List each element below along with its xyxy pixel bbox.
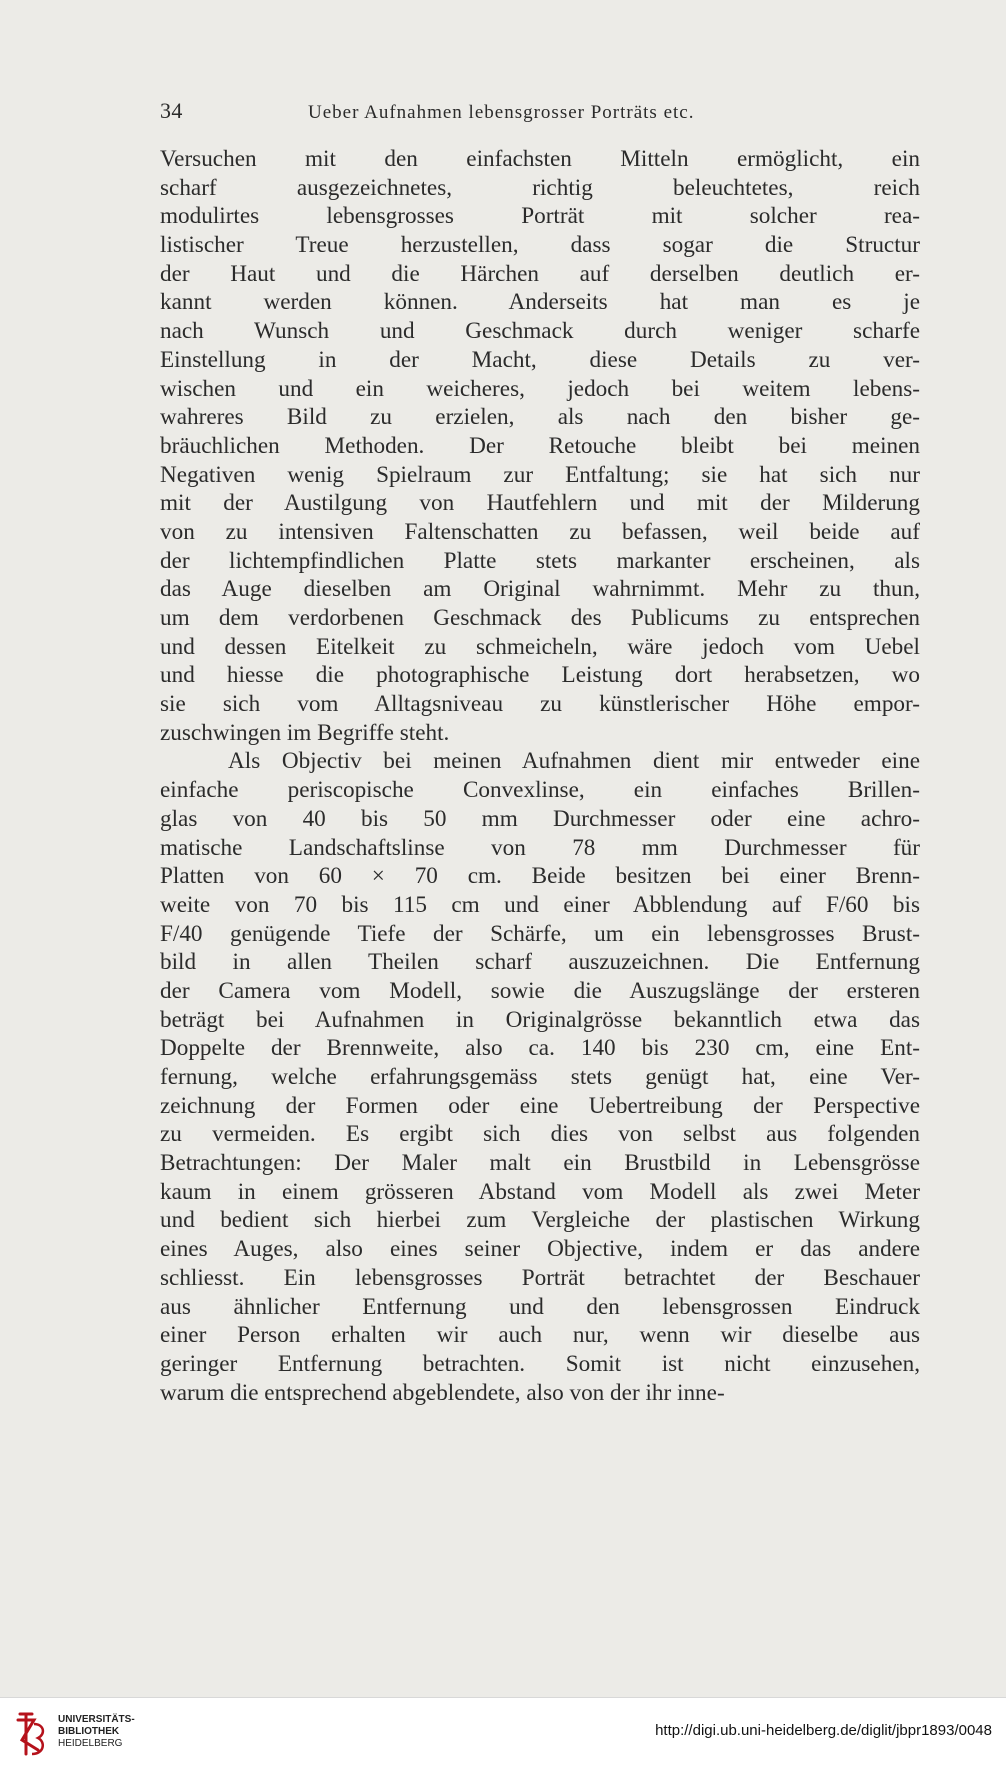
text-line: wischen und ein weicheres, jedoch bei weitem lebens- (160, 375, 920, 402)
text-line: wahreres Bild zu erzielen, als nach den bisher ge- (160, 404, 920, 431)
text-line: Platten von 60 × 70 cm. Beide besitzen bei einer Brenn- (160, 863, 920, 890)
text-line: zu vermeiden. Es ergibt sich dies von selbst aus folgenden (160, 1121, 920, 1148)
text-line: und hiesse die photographische Leistung dort herabsetzen, wo (160, 662, 920, 689)
text-line: zeichnung der Formen oder eine Uebertreibung der Perspective (160, 1092, 920, 1119)
text-line: der Haut und die Härchen auf derselben deutlich er- (160, 260, 920, 287)
text-line: der lichtempfindlichen Platte stets markanter erscheinen, als (160, 547, 920, 574)
text-line: nach Wunsch und Geschmack durch weniger scharfe (160, 318, 920, 345)
footer-bar (0, 1697, 1006, 1767)
text-line: glas von 40 bis 50 mm Durchmesser oder eine achro- (160, 805, 920, 832)
page-number: 34 (160, 98, 183, 123)
text-line: bild in allen Theilen scharf auszuzeichnen. Die Entfernung (160, 949, 920, 976)
text-line: kaum in einem grösseren Abstand vom Modell als zwei Meter (160, 1178, 920, 1205)
text-line: und dessen Eitelkeit zu schmeicheln, wäre jedoch vom Uebel (160, 633, 920, 660)
text-line: das Auge dieselben am Original wahrnimmt. Mehr zu thun, (160, 576, 920, 603)
text-line: Als Objectiv bei meinen Aufnahmen dient mir entweder eine (228, 748, 920, 775)
running-title: Ueber Aufnahmen lebensgrosser Porträts etc. (308, 102, 695, 123)
text-line: warum die entsprechend abgeblendete, also von der ihr inne- (160, 1379, 725, 1406)
text-line: scharf ausgezeichnetes, richtig beleuchtetes, reich (160, 174, 920, 201)
text-line: Versuchen mit den einfachsten Mitteln ermöglicht, ein (160, 146, 920, 172)
text-line: Doppelte der Brennweite, also ca. 140 bis 230 cm, eine Ent- (160, 1035, 920, 1062)
text-line: modulirtes lebensgrosses Porträt mit solcher rea- (160, 203, 920, 230)
text-line: bräuchlichen Methoden. Der Retouche bleibt bei meinen (160, 432, 920, 459)
text-line: kannt werden können. Anderseits hat man es je (160, 289, 920, 316)
library-name-line3: HEIDELBERG (58, 1738, 123, 1749)
text-line: weite von 70 bis 115 cm und einer Abblendung auf F/60 bis (160, 891, 920, 918)
text-line: einfache periscopische Convexlinse, ein einfaches Brillen- (160, 777, 920, 804)
text-line: von zu intensiven Faltenschatten zu befassen, weil beide auf (160, 518, 920, 545)
text-line: der Camera vom Modell, sowie die Auszugslänge der ersteren (160, 977, 920, 1004)
text-line: geringer Entfernung betrachten. Somit ist nicht einzusehen, (160, 1350, 920, 1377)
library-name (58, 1714, 135, 1750)
library-logo-icon (12, 1710, 52, 1758)
text-line: und bedient sich hierbei zum Vergleiche der plastischen Wirkung (160, 1207, 920, 1234)
text-line: F/40 genügende Tiefe der Schärfe, um ein lebensgrosses Brust- (160, 920, 920, 947)
text-line: sie sich vom Alltagsniveau zu künstlerischer Höhe empor- (160, 691, 920, 718)
source-url-link[interactable]: http://digi.ub.uni-heidelberg.de/diglit/jbpr1893/0048 (655, 1722, 992, 1739)
text-line: eines Auges, also eines seiner Objective, indem er das andere (160, 1236, 920, 1263)
text-line: Negativen wenig Spielraum zur Entfaltung; sie hat sich nur (160, 461, 920, 488)
text-line: zuschwingen im Begriffe steht. (160, 719, 450, 746)
text-line: mit der Austilgung von Hautfehlern und mit der Milderung (160, 490, 920, 517)
text-line: aus ähnlicher Entfernung und den lebensgrossen Eindruck (160, 1293, 920, 1320)
library-name-line2: BIBLIOTHEK (58, 1726, 120, 1737)
text-line: Betrachtungen: Der Maler malt ein Brustbild in Lebensgrösse (160, 1150, 920, 1177)
text-line: um dem verdorbenen Geschmack des Publicums zu entsprechen (160, 605, 920, 631)
text-line: Einstellung in der Macht, diese Details zu ver- (160, 346, 920, 373)
body-text (160, 145, 920, 1407)
text-line: listischer Treue herzustellen, dass sogar die Structur (160, 232, 920, 259)
text-line: beträgt bei Aufnahmen in Originalgrösse bekanntlich etwa das (160, 1006, 920, 1033)
text-line: einer Person erhalten wir auch nur, wenn wir dieselbe aus (160, 1322, 920, 1349)
text-line: schliesst. Ein lebensgrosses Porträt betrachtet der Beschauer (160, 1264, 920, 1291)
text-line: matische Landschaftslinse von 78 mm Durchmesser für (160, 834, 920, 861)
library-name-line1: UNIVERSITÄTS- (58, 1714, 135, 1725)
text-line: fernung, welche erfahrungsgemäss stets genügt hat, eine Ver- (160, 1064, 920, 1090)
